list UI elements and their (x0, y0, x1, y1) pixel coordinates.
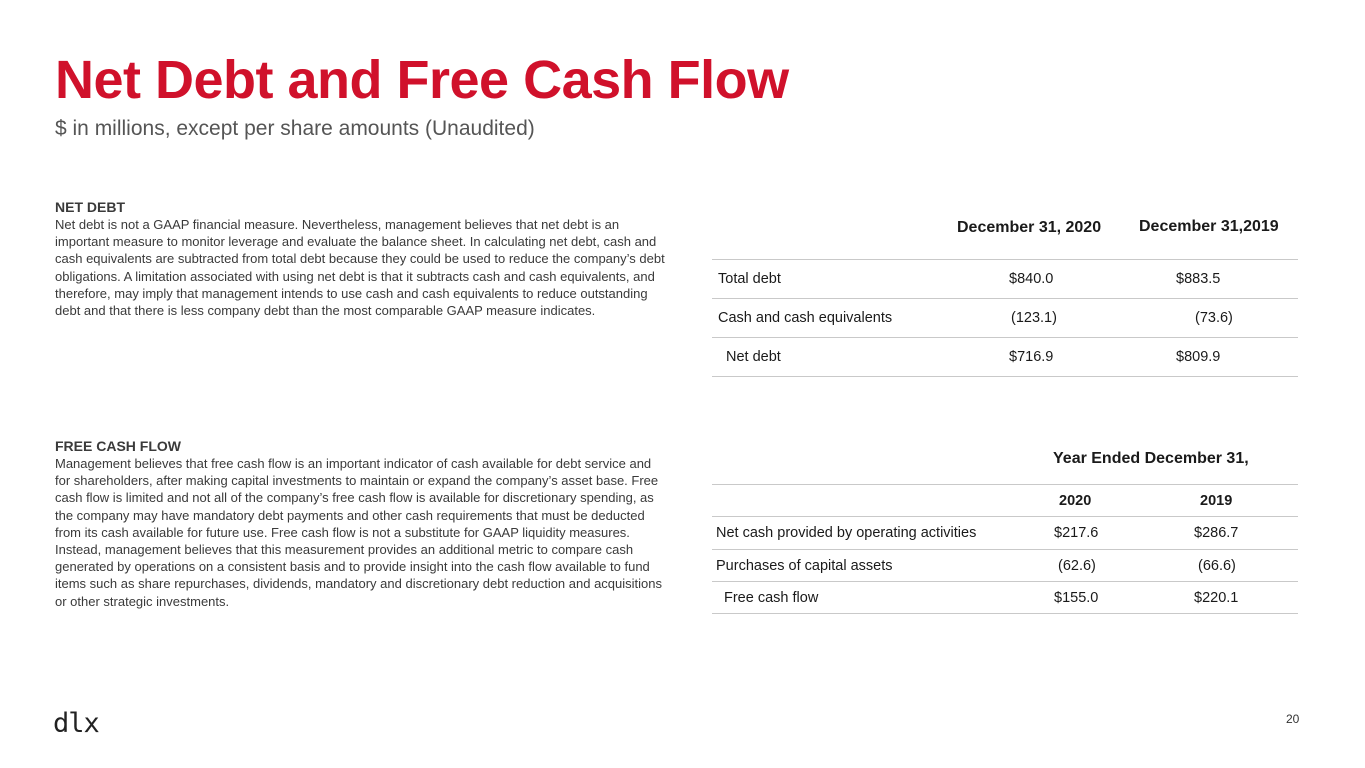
value-2020: $155.0 (1054, 590, 1099, 606)
net-debt-heading: NET DEBT (55, 199, 125, 215)
page-title: Net Debt and Free Cash Flow (55, 50, 789, 110)
column-header-2019: 2019 (1200, 493, 1233, 509)
table-row-capital-purchases (712, 550, 1298, 582)
row-label: Cash and cash equivalents (718, 310, 893, 326)
row-label: Free cash flow (724, 590, 819, 606)
row-label: Net cash provided by operating activities (716, 525, 977, 541)
free-cash-flow-table (712, 443, 1298, 615)
value-2019: $809.9 (1176, 349, 1221, 365)
value-2019: $220.1 (1194, 590, 1239, 606)
table-row-total-debt (712, 260, 1298, 299)
free-cash-flow-description: Management believes that free cash flow is an important indicator of cash available for debt service and for shareholders, after making capital investments to maintain or expand the company’s asset base. Free cash flow is limited and not all of the company’s free cash flow is available for discretionary spending, as the company may have mandatory debt payments and other cash requirements that must be deducted from its cash available for future use. Free cash flow is not a substitute for GAAP liquidity measures. Instead, management believes that this measurement provides an additional metric to compare cash generated by operations on a consistent basis and to provide insight into the cash flow available to fund items such as share repurchases, dividends, mandatory and discretionary debt reduction and acquisitions or other strategic investments. (55, 456, 663, 609)
value-2019: (73.6) (1195, 310, 1233, 326)
free-cash-flow-section (55, 438, 665, 610)
dlx-logo: dlx (53, 708, 99, 739)
value-2020: (62.6) (1058, 558, 1096, 574)
value-2019: $286.7 (1194, 525, 1239, 541)
row-label: Total debt (718, 271, 781, 287)
net-debt-table (712, 212, 1298, 378)
value-2020: $716.9 (1009, 349, 1054, 365)
column-header-2020: 2020 (1059, 493, 1092, 509)
row-label: Net debt (726, 349, 781, 365)
year-ended-header: Year Ended December 31, (1053, 450, 1249, 467)
table-header-row (712, 485, 1298, 517)
column-header-dec-2020: December 31, 2020 (957, 219, 1102, 236)
table-row-free-cash-flow (712, 582, 1298, 614)
value-2020: $840.0 (1009, 271, 1054, 287)
value-2020: (123.1) (1011, 310, 1057, 326)
page-number: 20 (1286, 712, 1300, 726)
page-subtitle: $ in millions, except per share amounts (Unaudited) (55, 117, 535, 140)
value-2019: (66.6) (1198, 558, 1236, 574)
value-2020: $217.6 (1054, 525, 1099, 541)
net-debt-section (55, 199, 665, 319)
value-2019: $883.5 (1176, 271, 1221, 287)
table-row-cash (712, 299, 1298, 338)
row-label: Purchases of capital assets (716, 558, 893, 574)
table-row-operating-cash (712, 517, 1298, 550)
column-header-dec-2019: December 31,2019 (1139, 218, 1279, 235)
table-row-net-debt (712, 338, 1298, 377)
free-cash-flow-heading: FREE CASH FLOW (55, 438, 181, 454)
net-debt-description: Net debt is not a GAAP financial measure. Nevertheless, management believes that net debt is an important measure to monitor leverage and evaluate the balance sheet. In calculating net debt, cash and cash equivalents are subtracted from total debt because they could be used to reduce the company’s debt obligations. A limitation associated with using net debt is that it subtracts cash and cash equivalents, and therefore, may imply that management intends to use cash and cash equivalents to reduce outstanding debt and that there is less company debt than the most comparable GAAP measure indicates. (55, 217, 665, 319)
